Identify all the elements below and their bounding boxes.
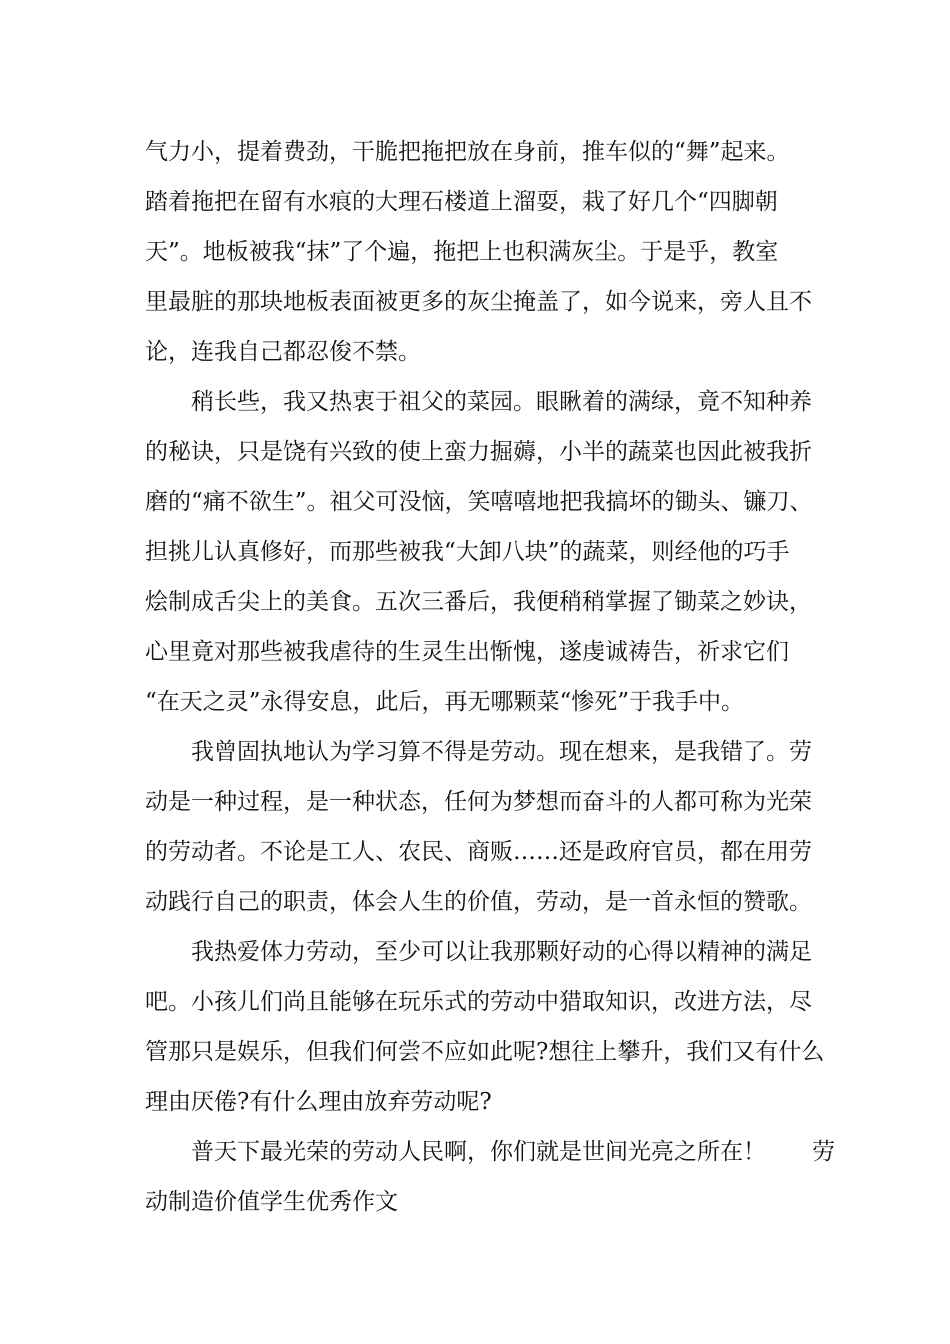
text-line: 心里竟对那些被我虐待的生灵生出惭愧，遂虔诚祷告，祈求它们 bbox=[145, 639, 789, 665]
text-line: 踏着拖把在留有水痕的大理石楼道上溜耍，栽了好几个“四脚朝 bbox=[145, 189, 778, 215]
text-line: 担挑儿认真修好，而那些被我“大卸八块”的蔬菜，则经他的巧手 bbox=[145, 539, 790, 565]
text-line: 动是一种过程，是一种状态，任何为梦想而奋斗的人都可称为光荣 bbox=[145, 789, 812, 815]
text-line: 的秘诀，只是饶有兴致的使上蛮力掘薅，小半的蔬菜也因此被我折 bbox=[145, 439, 812, 465]
body-text bbox=[145, 127, 835, 1227]
text-line: 的劳动者。不论是工人、农民、商贩……还是政府官员，都在用劳 bbox=[145, 839, 812, 865]
text-line: 吧。小孩儿们尚且能够在玩乐式的劳动中猎取知识，改进方法，尽 bbox=[145, 989, 812, 1015]
text-line: 动践行自己的职责，体会人生的价值，劳动，是一首永恒的赞歌。 bbox=[145, 889, 812, 915]
text-line: 磨的“痛不欲生”。祖父可没恼，笑嘻嘻地把我搞坏的锄头、镰刀、 bbox=[145, 489, 813, 515]
text-line: 我热爱体力劳动，至少可以让我那颗好动的心得以精神的满足 bbox=[145, 939, 812, 965]
text-line: 稍长些，我又热衷于祖父的菜园。眼瞅着的满绿，竟不知种养 bbox=[145, 389, 812, 415]
text-line: 我曾固执地认为学习算不得是劳动。现在想来，是我错了。劳 bbox=[145, 739, 812, 765]
text-line: 理由厌倦?有什么理由放弃劳动呢? bbox=[145, 1089, 492, 1115]
text-line: 动制造价值学生优秀作文 bbox=[145, 1189, 398, 1215]
text-line: 论，连我自己都忍俊不禁。 bbox=[145, 339, 421, 365]
text-line: 里最脏的那块地板表面被更多的灰尘掩盖了，如今说来，旁人且不 bbox=[145, 289, 812, 315]
text-line: 普天下最光荣的劳动人民啊，你们就是世间光亮之所在！ 劳 bbox=[145, 1139, 835, 1165]
text-line: 气力小，提着费劲，干脆把拖把放在身前，推车似的“舞”起来。 bbox=[145, 139, 790, 165]
text-line: “在天之灵”永得安息，此后，再无哪颗菜“惨死”于我手中。 bbox=[145, 689, 745, 715]
text-line: 天”。地板被我“抹”了个遍，拖把上也积满灰尘。于是乎，教室 bbox=[145, 239, 779, 265]
text-line: 烩制成舌尖上的美食。五次三番后，我便稍稍掌握了锄菜之妙诀， bbox=[145, 589, 812, 615]
text-line: 管那只是娱乐，但我们何尝不应如此呢?想往上攀升，我们又有什么 bbox=[145, 1039, 825, 1065]
